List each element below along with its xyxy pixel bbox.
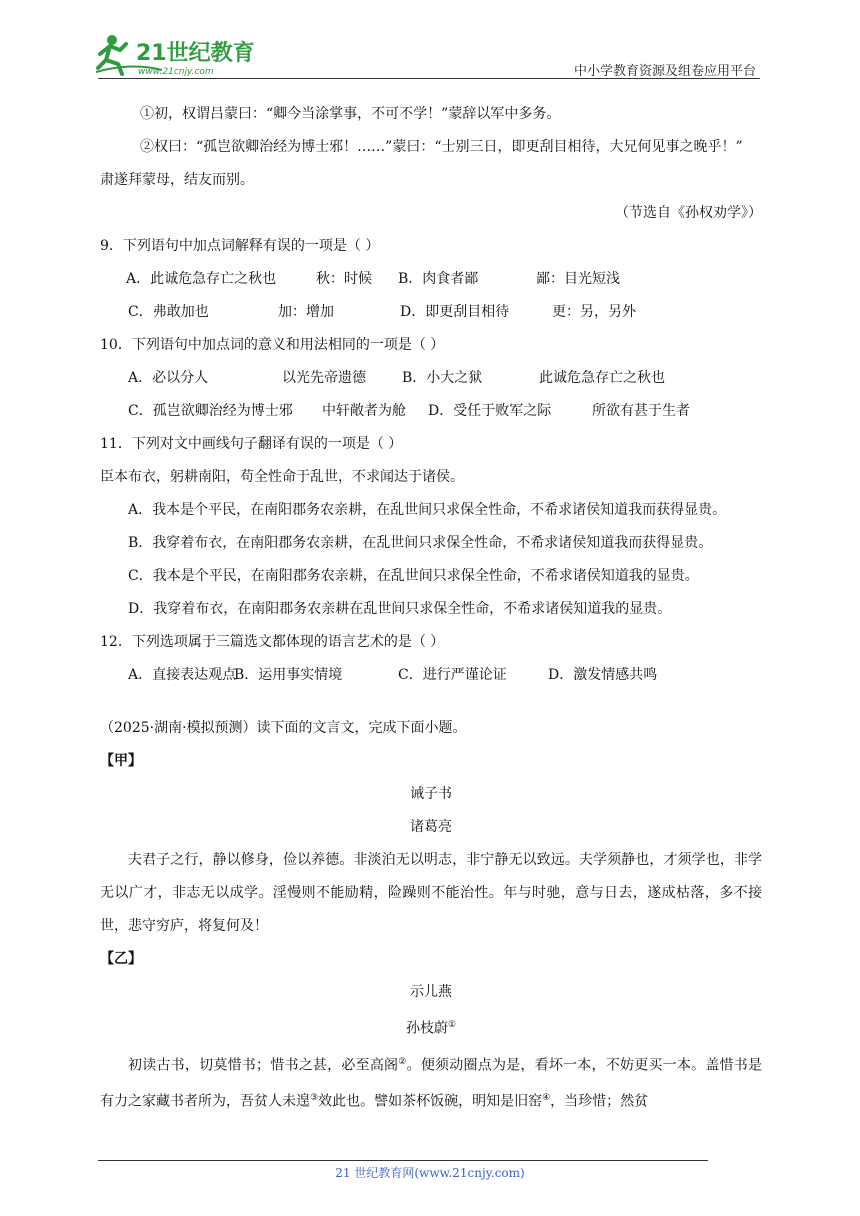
passage-line-2: ②权曰：“孤岂欲卿治经为博士邪！……”蒙曰：“士别三日，即更刮目相待，大兄何见事之晚乎！” [140, 139, 743, 155]
q12-options [100, 659, 762, 692]
q9-row-1 [100, 263, 762, 296]
spacer [100, 692, 762, 712]
q10-option-b-compare: 此诚危急存亡之秋也 [539, 370, 665, 386]
header-rule [98, 78, 760, 79]
q10-option-c-compare: 中轩敞者为舱 [322, 403, 406, 419]
q10-option-a-compare: 以光先帝遗德 [282, 370, 366, 386]
section-intro: （2025·湖南·模拟预测）读下面的文言文，完成下面小题。 [100, 720, 467, 736]
q10-option-d-compare: 所欲有甚于生者 [592, 403, 690, 419]
q11-option-c: C．我本是个平民，在南阳郡务农亲耕，在乱世间只求保全性命，不希求诸侯知道我的显贵。 [128, 568, 699, 584]
jia-title: 诫子书 [410, 786, 452, 802]
q12-option-b: B．运用事实情境 [234, 667, 343, 683]
jia-label: 【甲】 [100, 753, 142, 769]
yi-text-part-2: 。便须动圈点为是，看坏一本，不妨更买一本。盖惜书是有力之家藏书者所为，吾贫人未遑 [100, 1057, 763, 1110]
q10-row-2 [100, 395, 762, 428]
yi-author: 孙枝蔚 [405, 1020, 448, 1037]
jia-author: 诸葛亮 [410, 819, 452, 835]
yi-note-4: ④ [542, 1093, 551, 1104]
q9-option-c-gloss: 加：增加 [278, 304, 334, 320]
yi-label: 【乙】 [100, 951, 142, 967]
page-header [0, 0, 860, 80]
q9-option-d-gloss: 更：另，另外 [552, 304, 636, 320]
jia-text: 夫君子之行，静以修身，俭以养德。非淡泊无以明志，非宁静无以致远。夫学须静也，才须学也，非学无以广才，非志无以成学。淫慢则不能励精，险躁则不能治性。年与时驰，意与日去，遂成枯落，多不接世，悲守穷庐，将复何及！ [100, 852, 762, 934]
yi-text-part-1: 初读古书，切莫惜书；惜书之甚，必至高阁 [128, 1057, 399, 1074]
q10-option-a: A．必以分人 [128, 370, 209, 386]
yi-author-note: ① [447, 1020, 457, 1030]
q11-sentence: 臣本布衣，躬耕南阳，苟全性命于乱世，不求闻达于诸侯。 [100, 469, 464, 485]
footer-rule [98, 1160, 708, 1161]
q11-option-b: B．我穿着布衣，在南阳郡务农亲耕，在乱世间只求保全性命，不希求诸侯知道我而获得显贵。 [128, 535, 713, 551]
platform-name: 中小学教育资源及组卷应用平台 [573, 64, 756, 79]
passage-source: （节选自《孙权劝学》） [615, 205, 762, 221]
q10-stem: 10．下列语句中加点词的意义和用法相同的一项是（ ） [100, 337, 445, 353]
q10-row-1 [100, 362, 762, 395]
q9-option-b: B．肉食者鄙 [398, 271, 479, 287]
q11-option-a: A．我本是个平民，在南阳郡务农亲耕，在乱世间只求保全性命，不希求诸侯知道我而获得显贵。 [128, 502, 727, 518]
q12-option-d: D．激发情感共鸣 [548, 667, 658, 683]
q9-option-c: C．弗敢加也 [128, 304, 209, 320]
yi-title: 示儿燕 [410, 984, 452, 1000]
q12-option-c: C．进行严谨论证 [398, 667, 507, 683]
q11-option-d: D．我穿着布衣，在南阳郡务农亲耕在乱世间只求保全性命，不希求诸侯知道我的显贵。 [128, 601, 672, 617]
q9-row-2 [100, 296, 762, 329]
q12-option-a: A．直接表达观点 [128, 667, 237, 683]
runner-logo-icon [92, 32, 262, 78]
yi-author-line [100, 1009, 762, 1046]
q10-option-d: D．受任于败军之际 [428, 403, 552, 419]
logo-url: www.21cnjy.com [138, 67, 214, 77]
q9-option-b-gloss: 鄙：目光短浅 [536, 271, 620, 287]
q9-stem: 9．下列语句中加点词解释有误的一项是（ ） [100, 238, 380, 254]
footer-link[interactable]: 21 世纪教育网(www.21cnjy.com) [335, 1166, 525, 1180]
q9-option-a-gloss: 秋：时候 [316, 271, 372, 287]
q10-option-b: B．小大之狱 [402, 370, 483, 386]
q9-option-a: A．此诚危急存亡之秋也 [126, 271, 277, 287]
yi-note-2: ② [398, 1056, 407, 1067]
yi-text [100, 1046, 762, 1119]
q10-option-c: C．孤岂欲卿治经为博士邪 [128, 403, 293, 419]
q11-stem: 11．下列对文中画线句子翻译有误的一项是（ ） [100, 436, 403, 452]
passage-line-3: 肃遂拜蒙母，结友而别。 [100, 172, 254, 188]
yi-text-part-3: 效此也。譬如茶杯饭碗，明知是旧窑 [318, 1093, 543, 1110]
logo-text: 21世纪教育 [136, 41, 255, 66]
logo [92, 32, 262, 78]
yi-text-part-4: ，当珍惜；然贫 [550, 1093, 649, 1110]
yi-note-3: ③ [310, 1093, 319, 1104]
q12-stem: 12．下列选项属于三篇选文都体现的语言艺术的是（ ） [100, 634, 445, 650]
passage-line-1: ①初，权谓吕蒙曰：“卿今当涂掌事，不可不学！”蒙辞以军中多务。 [140, 106, 561, 122]
document-body [100, 98, 762, 1119]
q9-option-d: D．即更刮目相待 [400, 304, 510, 320]
